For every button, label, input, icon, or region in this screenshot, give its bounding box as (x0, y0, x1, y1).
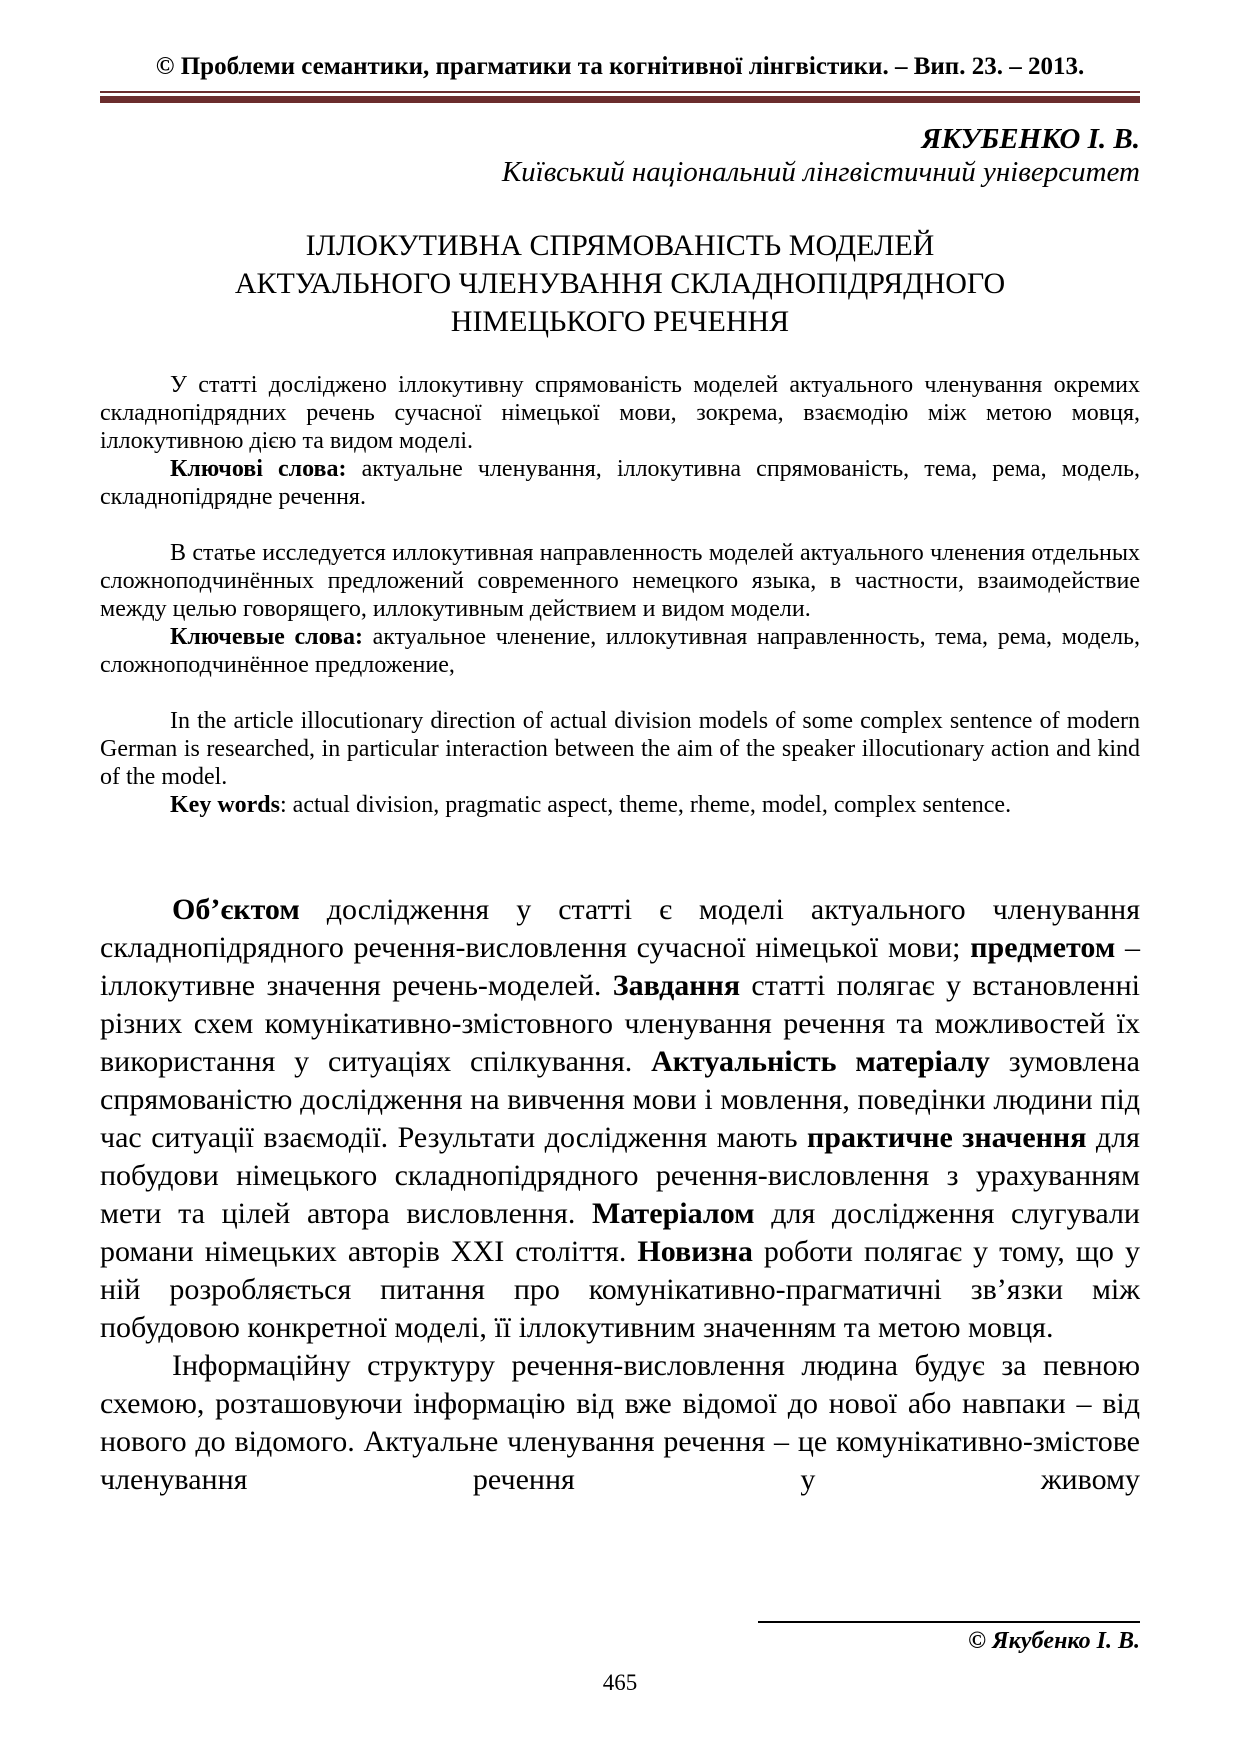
article-title (100, 227, 1140, 341)
body-text-run: – іллокутивне значення речень-моделей. (100, 931, 1141, 1002)
article-title-line-1: ІЛЛОКУТИВНА СПРЯМОВАНІСТЬ МОДЕЛЕЙ (305, 229, 935, 262)
body-text-run: роботи полягає у тому, що у ній розробляється питання про комунікативно-прагматичні зв’язки між побудовою конкретної моделі, її іллокутивним значенням та метою мовця. (100, 1235, 1140, 1344)
page-number: 465 (602, 1670, 638, 1695)
bold-term-task: Завдання (612, 969, 741, 1002)
keywords-list-ua: актуальне членування, іллокутивна спрямованість, тема, рема, модель, складнопідрядне речення. (100, 456, 1140, 510)
bold-term-relevance: Актуальність матеріалу (651, 1045, 990, 1078)
body-text-run: для побудови німецького складнопідрядного речення-висловлення з урахуванням мети та цілей автора висловлення. (100, 1121, 1140, 1230)
bold-term-novelty: Новизна (637, 1235, 753, 1268)
body-text-run: статті полягає у встановленні різних схем комунікативно-змістовного членування речення та можливостей їх використання у ситуаціях спілкування. (100, 969, 1140, 1078)
body-paragraph-2: Інформаційну структуру речення-висловлення людина будує за певною схемою, розташовуючи інформацію від вже відомої до нової або навпаки – від нового до відомого. Актуальне членування речення – це комунікативно-змістове членування речення у живому (100, 1349, 1140, 1496)
article-title-line-2: АКТУАЛЬНОГО ЧЛЕНУВАННЯ СКЛАДНОПІДРЯДНОГО (234, 267, 1006, 300)
header-rule (100, 91, 1140, 103)
footer-copyright: © Якубенко І. В. (758, 1621, 1140, 1655)
body-text-run: зумовлена спрямованістю дослідження на вивчення мови і мовлення, поведінки людини під час ситуації взаємодії. Результати дослідження мають (100, 1045, 1140, 1154)
bold-term-subject: предметом (970, 931, 1116, 964)
keywords-list-ru: актуальное членение, иллокутивная направленность, тема, рема, модель, сложноподчинённое предложение, (100, 624, 1140, 678)
article-title-line-3: НІМЕЦЬКОГО РЕЧЕННЯ (450, 305, 790, 338)
keywords-label-ua: Ключові слова: (170, 456, 347, 482)
body-text-run: для дослідження слугували романи німецьких авторів ХХІ століття. (100, 1197, 1140, 1268)
abstract-ru-keywords (100, 623, 1140, 679)
article-body (100, 891, 1140, 1499)
abstract-en-text: In the article illocutionary direction of actual division models of some complex sentence of modern German is researched, in particular interaction between the aim of the speaker illocutionary action and kind of the model. (100, 708, 1140, 790)
body-text-run: дослідження у статті є моделі актуального членування складнопідрядного речення-висловлення сучасної німецької мови; (100, 893, 1140, 964)
abstract-ru-text: В статье исследуется иллокутивная направленность моделей актуального членения отдельных сложноподчинённых предложений современного немецкого языка, в частности, взаимодействие между целью говорящего, иллокутивным действием и видом модели. (100, 540, 1140, 622)
bold-term-object: Об’єктом (172, 893, 300, 926)
journal-header: © Проблеми семантики, прагматики та когнітивної лінгвістики. – Вип. 23. – 2013. (155, 53, 1085, 80)
author-affiliation: Київський національний лінгвістичний університет (501, 156, 1140, 188)
bold-term-practical-value: практичне значення (807, 1121, 1087, 1154)
keywords-list-en: : actual division, pragmatic aspect, theme, rheme, model, complex sentence. (280, 792, 1012, 818)
bold-term-material: Матеріалом (592, 1197, 755, 1230)
abstract-en-keywords (100, 791, 1140, 819)
keywords-label-en: Key words (170, 792, 280, 818)
author-name: ЯКУБЕНКО І. В. (921, 123, 1140, 155)
author-block (100, 123, 1140, 189)
keywords-label-ru: Ключевые слова: (170, 624, 363, 650)
abstract-ua-keywords (100, 455, 1140, 511)
abstract-ua-text: У статті досліджено іллокутивну спрямованість моделей актуального членування окремих складнопідрядних речень сучасної німецької мови, зокрема, взаємодію між метою мовця, іллокутивною дією та видом моделі. (100, 372, 1140, 454)
body-paragraph-1 (100, 891, 1140, 1347)
abstracts-section (100, 371, 1140, 819)
